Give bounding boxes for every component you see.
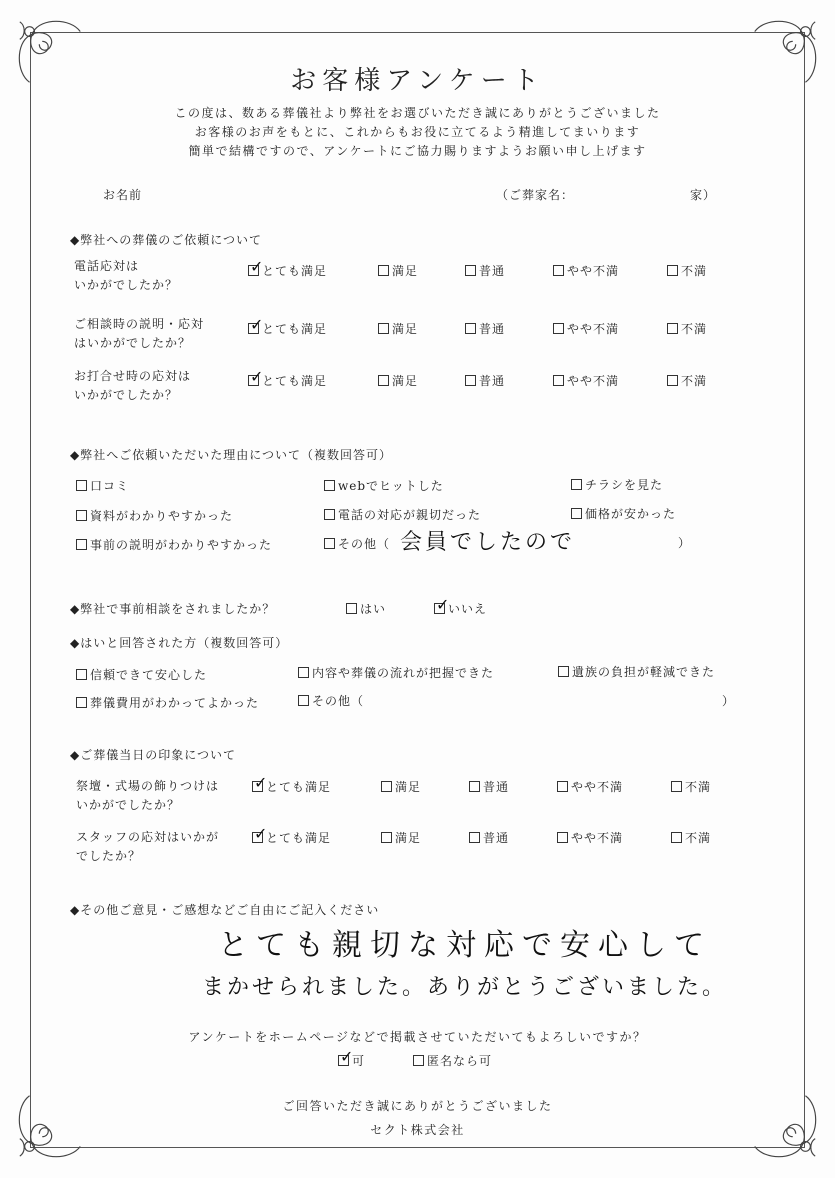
intro-line-1: この度は、数ある葬儀社より弊社をお選びいただき誠にありがとうございました	[174, 106, 661, 120]
prior-consult-option-1[interactable]	[346, 600, 386, 617]
section-4-heading: ◆はいと回答された方（複数回答可）	[70, 636, 289, 650]
q5-2-option-3-checkbox[interactable]	[469, 832, 480, 843]
q1-3-option-5-label: 不満	[681, 374, 708, 388]
q1-1-option-5-checkbox[interactable]	[667, 265, 678, 276]
publish-option-1-checkbox[interactable]	[338, 1055, 349, 1066]
reason-option-8-checkbox[interactable]	[324, 538, 335, 549]
q5-1-option-1[interactable]	[252, 778, 331, 795]
q1-2-option-2[interactable]	[378, 320, 418, 337]
q1-3-question-line-2: いかがでしたか？	[74, 388, 179, 402]
q1-2-option-3-checkbox[interactable]	[465, 323, 476, 334]
q1-1-option-4[interactable]	[553, 262, 619, 279]
publish-option-1[interactable]	[338, 1052, 365, 1069]
prior-consult-option-2-label: いいえ	[448, 602, 488, 616]
reason-option-7-checkbox[interactable]	[76, 539, 87, 550]
reason-other-close: ）	[678, 536, 692, 550]
merit-option-5-label: その他（	[312, 694, 365, 708]
q5-1-option-1-checkbox[interactable]	[252, 781, 263, 792]
q5-2-option-5-label: 不満	[685, 831, 712, 845]
publish-option-2-label: 匿名なら可	[427, 1054, 493, 1068]
q5-1-option-3[interactable]	[469, 778, 509, 795]
reason-option-6-label: 価格が安かった	[585, 507, 677, 521]
page-title: お客様アンケート	[290, 66, 545, 96]
section-1-heading: ◆弊社への葬儀のご依頼について	[70, 233, 262, 247]
q1-2-option-5[interactable]	[667, 320, 707, 337]
reason-option-2-checkbox[interactable]	[324, 480, 335, 491]
q1-3-option-2-label: 満足	[392, 374, 419, 388]
q1-3-option-3[interactable]	[465, 372, 505, 389]
q5-2-option-4-checkbox[interactable]	[557, 832, 568, 843]
q1-3-option-4[interactable]	[553, 372, 619, 389]
publish-option-2-checkbox[interactable]	[413, 1055, 424, 1066]
q1-3-option-3-label: 普通	[479, 374, 506, 388]
prior-consult-option-2-checkbox[interactable]	[434, 603, 445, 614]
q5-2-option-5[interactable]	[671, 829, 711, 846]
reason-option-3-label: チラシを見た	[585, 478, 664, 492]
reason-other-handwritten: 会員でしたので	[400, 530, 576, 555]
footer-company: セクト株式会社	[370, 1123, 465, 1137]
footer-thanks: ご回答いただき誠にありがとうございました	[282, 1099, 553, 1113]
q5-1-option-3-checkbox[interactable]	[469, 781, 480, 792]
reason-option-7[interactable]	[76, 536, 272, 553]
q1-2-option-4[interactable]	[553, 320, 619, 337]
q5-2-option-4-label: やや不満	[571, 831, 624, 845]
merit-option-2-label: 内容や葬儀の流れが把握できた	[312, 666, 495, 680]
q1-1-option-1-checkbox[interactable]	[248, 265, 259, 276]
merit-option-3-checkbox[interactable]	[558, 666, 569, 677]
q5-1-option-2-checkbox[interactable]	[381, 781, 392, 792]
q1-2-option-1-checkbox[interactable]	[248, 323, 259, 334]
merit-other-close: ）	[722, 694, 736, 708]
q1-3-option-1[interactable]	[248, 372, 327, 389]
merit-option-3-label: 遺族の負担が軽減できた	[572, 665, 716, 679]
q1-3-question	[74, 367, 191, 405]
q1-2-option-1[interactable]	[248, 320, 327, 337]
q1-3-option-1-checkbox[interactable]	[248, 375, 259, 386]
comment-handwritten-line-1: とても親切な対応で安心して	[218, 928, 712, 963]
q5-1-option-5-label: 不満	[685, 780, 712, 794]
q5-1-option-4-checkbox[interactable]	[557, 781, 568, 792]
section-3-question: ◆弊社で事前相談をされましたか？	[70, 602, 276, 616]
q1-1-option-1[interactable]	[248, 262, 327, 279]
reason-option-3-checkbox[interactable]	[571, 479, 582, 490]
q1-2-question-line-2: はいかがでしたか？	[74, 336, 192, 350]
q5-1-option-5[interactable]	[671, 778, 711, 795]
q1-1-option-3-label: 普通	[479, 264, 506, 278]
publish-question: アンケートをホームページなどで掲載させていただいてもよろしいですか？	[188, 1030, 647, 1044]
q5-1-option-2[interactable]	[381, 778, 421, 795]
reason-option-1-checkbox[interactable]	[76, 480, 87, 491]
q1-1-option-3[interactable]	[465, 262, 505, 279]
merit-option-1[interactable]	[76, 666, 207, 683]
reason-option-5-checkbox[interactable]	[324, 509, 335, 520]
q1-1-question-line-2: いかがでしたか？	[74, 278, 179, 292]
q5-1-option-4[interactable]	[557, 778, 623, 795]
q5-2-option-1-checkbox[interactable]	[252, 832, 263, 843]
q5-2-option-2[interactable]	[381, 829, 421, 846]
q5-1-option-3-label: 普通	[483, 780, 510, 794]
merit-option-4-label: 葬儀費用がわかってよかった	[90, 696, 260, 710]
name-label: お名前	[103, 188, 143, 202]
q5-2-option-5-checkbox[interactable]	[671, 832, 682, 843]
q1-2-option-2-label: 満足	[392, 322, 419, 336]
q1-2-option-1-label: とても満足	[262, 322, 328, 336]
q1-2-question-line-1: ご相談時の説明・応対	[74, 317, 205, 331]
reason-option-4-checkbox[interactable]	[76, 510, 87, 521]
q5-2-option-3[interactable]	[469, 829, 509, 846]
q5-2-option-3-label: 普通	[483, 831, 510, 845]
reason-option-2[interactable]	[324, 477, 444, 494]
publish-option-2[interactable]	[413, 1052, 492, 1069]
section-2-heading: ◆弊社へご依頼いただいた理由について（複数回答可）	[70, 448, 392, 462]
reason-option-2-label: webでヒットした	[338, 479, 444, 493]
q5-1-question	[76, 777, 219, 815]
merit-option-3[interactable]	[558, 663, 715, 680]
q1-1-option-4-label: やや不満	[567, 264, 620, 278]
q5-2-question-line-2: でしたか？	[76, 849, 142, 863]
q1-1-option-5[interactable]	[667, 262, 707, 279]
reason-option-7-label: 事前の説明がわかりやすかった	[90, 538, 273, 552]
merit-option-4-checkbox[interactable]	[76, 697, 87, 708]
merit-option-2[interactable]	[298, 664, 494, 681]
reason-option-3[interactable]	[571, 476, 663, 493]
reason-option-1-label: 口コミ	[90, 479, 130, 493]
q1-1-option-4-checkbox[interactable]	[553, 265, 564, 276]
q1-1-option-2-checkbox[interactable]	[378, 265, 389, 276]
prior-consult-option-2[interactable]	[434, 600, 487, 617]
reason-option-5-label: 電話の対応が親切だった	[338, 508, 482, 522]
q5-2-option-1-label: とても満足	[266, 831, 332, 845]
q5-1-option-5-checkbox[interactable]	[671, 781, 682, 792]
q5-2-option-2-label: 満足	[395, 831, 422, 845]
publish-option-1-label: 可	[352, 1054, 366, 1068]
merit-option-5[interactable]	[298, 692, 364, 709]
q5-2-question	[76, 828, 219, 866]
reason-option-4[interactable]	[76, 507, 233, 524]
q1-1-option-5-label: 不満	[681, 264, 708, 278]
q5-2-question-line-1: スタッフの応対はいかが	[76, 830, 220, 844]
q1-2-option-5-checkbox[interactable]	[667, 323, 678, 334]
q1-1-question	[74, 257, 178, 295]
merit-option-2-checkbox[interactable]	[298, 667, 309, 678]
q1-2-option-3-label: 普通	[479, 322, 506, 336]
reason-option-5[interactable]	[324, 506, 481, 523]
q1-3-option-3-checkbox[interactable]	[465, 375, 476, 386]
q1-3-option-5-checkbox[interactable]	[667, 375, 678, 386]
q1-3-option-1-label: とても満足	[262, 374, 328, 388]
intro-line-3: 簡単で結構ですので、アンケートにご協力賜りますようお願い申し上げます	[188, 144, 647, 158]
q5-1-option-1-label: とても満足	[266, 780, 332, 794]
q1-2-question	[74, 315, 204, 353]
q5-1-question-line-1: 祭壇・式場の飾りつけは	[76, 779, 220, 793]
q5-1-option-4-label: やや不満	[571, 780, 624, 794]
reason-option-1[interactable]	[76, 477, 129, 494]
q1-2-option-4-checkbox[interactable]	[553, 323, 564, 334]
prior-consult-option-1-label: はい	[360, 602, 387, 616]
family-name-label: （ご葬家名：	[496, 188, 575, 202]
q1-1-option-2-label: 満足	[392, 264, 419, 278]
merit-option-1-label: 信頼できて安心した	[90, 668, 208, 682]
intro-line-2: お客様のお声をもとに、これからもお役に立てるよう精進してまいります	[194, 125, 641, 139]
q1-1-option-2[interactable]	[378, 262, 418, 279]
q1-2-option-5-label: 不満	[681, 322, 708, 336]
reason-option-8-label: その他（	[338, 537, 391, 551]
q1-3-option-4-label: やや不満	[567, 374, 620, 388]
merit-option-5-checkbox[interactable]	[298, 695, 309, 706]
q1-1-option-3-checkbox[interactable]	[465, 265, 476, 276]
prior-consult-option-1-checkbox[interactable]	[346, 603, 357, 614]
q1-1-option-1-label: とても満足	[262, 264, 328, 278]
reason-option-6-checkbox[interactable]	[571, 508, 582, 519]
q5-2-option-2-checkbox[interactable]	[381, 832, 392, 843]
merit-option-1-checkbox[interactable]	[76, 669, 87, 680]
q1-3-question-line-1: お打合せ時の応対は	[74, 369, 192, 383]
q5-1-question-line-2: いかがでしたか？	[76, 798, 181, 812]
comment-handwritten-line-2: まかせられました。ありがとうございました。	[202, 975, 728, 1000]
section-5-heading: ◆ご葬儀当日の印象について	[70, 748, 236, 762]
q1-1-question-line-1: 電話応対は	[74, 259, 140, 273]
merit-option-4[interactable]	[76, 694, 259, 711]
section-6-heading: ◆その他ご意見・ご感想などご自由にご記入ください	[70, 903, 380, 917]
q1-2-option-2-checkbox[interactable]	[378, 323, 389, 334]
q1-3-option-2-checkbox[interactable]	[378, 375, 389, 386]
q1-2-option-3[interactable]	[465, 320, 505, 337]
q5-1-option-2-label: 満足	[395, 780, 422, 794]
q1-3-option-5[interactable]	[667, 372, 707, 389]
reason-option-6[interactable]	[571, 505, 676, 522]
q5-2-option-4[interactable]	[557, 829, 623, 846]
reason-option-4-label: 資料がわかりやすかった	[90, 509, 234, 523]
q1-2-option-4-label: やや不満	[567, 322, 620, 336]
q1-3-option-2[interactable]	[378, 372, 418, 389]
q1-3-option-4-checkbox[interactable]	[553, 375, 564, 386]
reason-option-8[interactable]	[324, 535, 390, 552]
family-name-suffix: 家）	[690, 188, 717, 202]
q5-2-option-1[interactable]	[252, 829, 331, 846]
